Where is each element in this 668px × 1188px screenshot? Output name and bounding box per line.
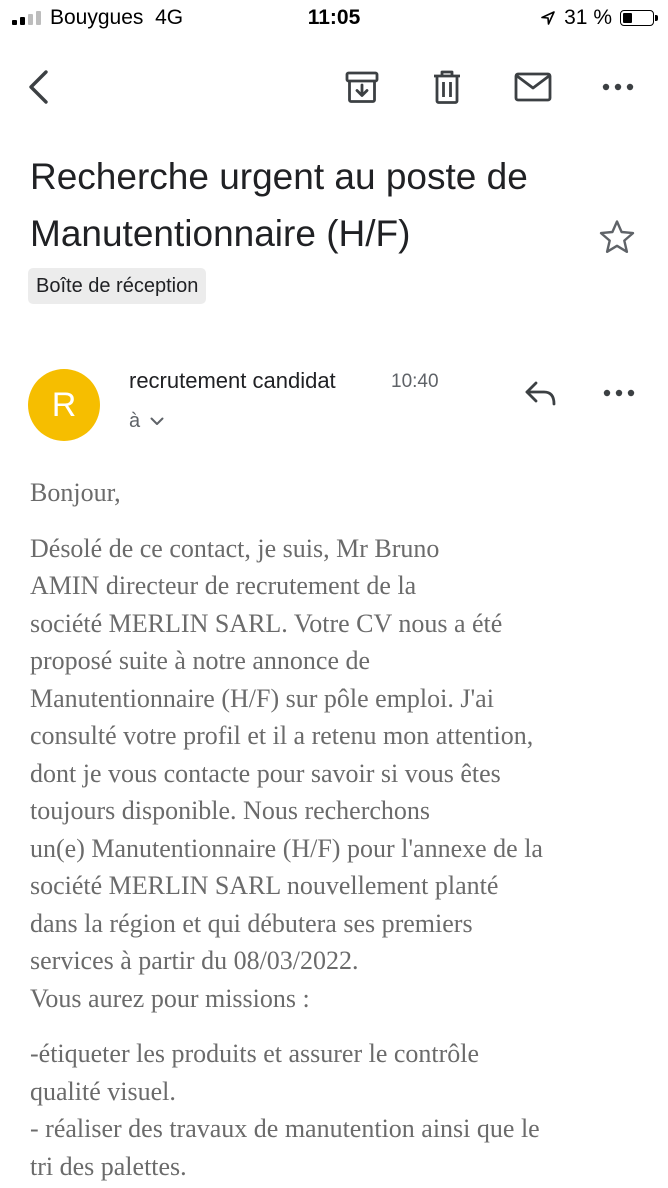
body-line: Désolé de ce contact, je suis, Mr Bruno — [30, 533, 440, 563]
mission-line: -étiqueter les produits et assurer le contrôle — [30, 1039, 480, 1068]
mission-line: tri des palettes. — [30, 1151, 187, 1181]
greeting: Bonjour, — [30, 478, 121, 507]
mission-line: - réaliser des travaux de manutention ainsi que le — [30, 1114, 540, 1143]
reply-button[interactable] — [516, 370, 566, 416]
delete-button[interactable] — [422, 62, 472, 112]
battery-icon — [620, 10, 654, 26]
message-more-button[interactable] — [596, 370, 642, 416]
body-line: proposé suite à notre annonce de — [30, 646, 371, 675]
email-body — [30, 474, 650, 1185]
more-options-button[interactable] — [593, 62, 643, 112]
star-button[interactable] — [598, 218, 636, 261]
email-time: 10:40 — [391, 371, 439, 392]
status-right — [540, 6, 654, 30]
sender-avatar[interactable]: R — [28, 369, 100, 441]
more-horizontal-icon — [602, 83, 634, 91]
star-icon — [598, 218, 636, 256]
body-line: dans la région et qui débutera ses premiers — [30, 908, 473, 938]
back-arrow-icon — [24, 69, 54, 105]
mark-unread-button[interactable] — [508, 62, 558, 112]
archive-icon — [344, 69, 380, 105]
body-line: société MERLIN SARL nouvellement planté — [30, 871, 499, 900]
body-line: Vous aurez pour missions : — [30, 983, 310, 1013]
battery-percent: 31 % — [564, 6, 612, 29]
recipient-details-toggle[interactable] — [129, 410, 164, 433]
mission-line: qualité visuel. — [30, 1076, 176, 1106]
carrier-label: Bouygues 4G — [50, 6, 184, 29]
body-line: consulté votre profil et il a retenu mon attention, — [30, 721, 534, 750]
status-bar — [0, 0, 668, 38]
recipient-prefix: à — [129, 410, 141, 432]
body-line: Manutentionnaire (H/F) sur pôle emploi. J'ai — [30, 683, 494, 713]
body-line: AMIN directeur de recrutement de la — [30, 571, 417, 600]
mission-list — [30, 1035, 650, 1185]
trash-icon — [431, 69, 463, 105]
toolbar — [0, 52, 668, 122]
status-time: 11:05 — [307, 6, 361, 29]
location-arrow-icon — [540, 10, 556, 26]
body-line: dont je vous contacte pour savoir si vous êtes — [30, 758, 501, 788]
body-line: un(e) Manutentionnaire (H/F) pour l'annexe de la — [30, 833, 543, 863]
mail-unread-icon — [514, 72, 552, 102]
network-type: 4G — [155, 6, 184, 29]
body-line: services à partir du 08/03/2022. — [30, 946, 359, 975]
email-paragraph — [30, 530, 650, 1018]
archive-button[interactable] — [337, 62, 387, 112]
back-button[interactable] — [14, 62, 64, 112]
body-line: toujours disponible. Nous recherchons — [30, 796, 431, 825]
body-line: société MERLIN SARL. Votre CV nous a été — [30, 608, 503, 638]
sender-name[interactable]: recrutement candidat — [129, 368, 336, 393]
reply-icon — [524, 380, 558, 406]
chevron-down-icon — [150, 417, 164, 426]
inbox-label-chip[interactable]: Boîte de réception — [28, 268, 206, 304]
more-horizontal-icon — [603, 389, 635, 397]
email-subject: Recherche urgent au poste de Manutentionnaire (H/F) — [30, 156, 528, 254]
